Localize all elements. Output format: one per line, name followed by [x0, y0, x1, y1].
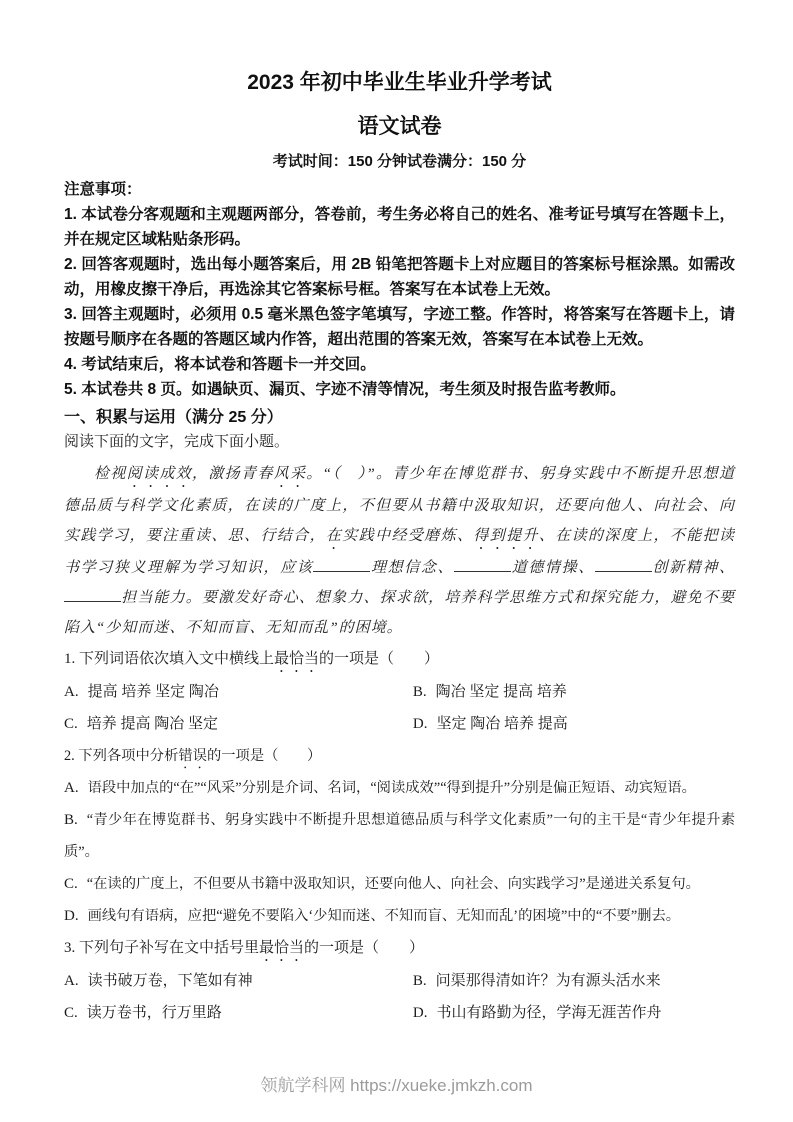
question-stem	[64, 643, 735, 676]
option-b	[413, 676, 735, 708]
option-text: 陶冶 坚定 提高 培养	[435, 684, 567, 700]
option-d	[413, 997, 735, 1029]
passage-text: 检视	[94, 466, 127, 482]
passage-text: 担当能力。要激发好奇心、想象力、探求欲，培养科学思维方式和探究能力，避免不要陷入“少知而迷、不知而盲、无知而乱”的困境。	[64, 590, 735, 636]
option-text: 问渠那得清如许？为有源头活水来	[435, 973, 661, 989]
option-text: 语段中加点的“在”“风采”分别是介词、名词，“阅读成效”“得到提升”分别是偏正短语、动宾短语。	[87, 780, 696, 796]
option-a	[64, 965, 413, 997]
option-a	[64, 676, 413, 708]
passage-text: 理想信念、	[370, 560, 455, 576]
emphasized-text: 得到提升	[473, 528, 539, 544]
section-heading: 一、积累与运用（满分 25 分）	[64, 409, 283, 426]
option-text: “青少年在博览群书、躬身实践中不断提升思想道德品质与科学文化素质”一句的主干是“青少年提升素质”。	[64, 812, 735, 860]
blank-underline	[595, 569, 652, 572]
notice-section	[64, 177, 735, 402]
option-label: A.	[64, 973, 79, 989]
notice-item: 2. 回答客观题时，选出每小题答案后，用 2B 铅笔把答题卡上对应题目的答案标号框涂黑。如需改动，用橡皮擦干净后，再选涂其它答案标号框。答案写在本试卷上无效。	[64, 256, 735, 298]
option-text: 提高 培养 坚定 陶冶	[87, 684, 219, 700]
passage-text: 的一项是（ ）	[304, 940, 425, 956]
option-label: D.	[412, 716, 428, 732]
passage-text: 、在读的深度上，不能把读书学习狭义理解为学习知识，应该	[64, 528, 735, 576]
option-d	[413, 708, 735, 740]
exam-info: 考试时间：150 分钟试卷满分：150 分	[272, 153, 527, 170]
passage-text: 3. 下列句子补写在文中括号里	[64, 940, 260, 956]
option-text: 读书破万卷，下笔如有神	[87, 973, 253, 989]
page-title: 2023 年初中毕业生毕业升学考试	[247, 71, 552, 94]
watermark-footer: 领航学科网 https://xueke.jmkzh.com	[260, 1076, 533, 1095]
option-label: B.	[412, 684, 427, 700]
option-text: 读万卷书，行万里路	[86, 1005, 222, 1021]
option-label: D.	[64, 908, 79, 924]
option-text: 画线句有语病，应把“避免不要陷入‘少知而迷、不知而盲、无知而乱’的困境”中的“不要”删去。	[87, 908, 681, 924]
question-block-2	[64, 740, 735, 932]
notice-heading: 注意事项：	[64, 181, 142, 198]
passage-text: ，激扬青春	[192, 466, 274, 482]
option-text: 书山有路勤为径，学海无涯苦作舟	[436, 1005, 662, 1021]
emphasized-text: 在	[325, 528, 343, 544]
option-d	[64, 900, 735, 932]
emphasized-text: 风采	[273, 466, 307, 482]
passage-text: 。“（ ）”。青少年在博览群书、躬身实践中不断提升思想道德品质与科学文化素质，在读的广度上，不但要从书籍中汲取知识，还要向他人、向社会、向实践学习，要注重读、思、行结合，	[64, 466, 735, 544]
passage-intro: 阅读下面的文字，完成下面小题。	[64, 434, 290, 450]
option-text: “在读的广度上，不但要从书籍中汲取知识，还要向他人、向社会、向实践学习”是递进关系复句。	[86, 876, 700, 892]
option-label: A.	[64, 780, 79, 796]
passage-text: 创新精神、	[651, 560, 735, 576]
notice-item: 4. 考试结束后，将本试卷和答题卡一并交回。	[64, 356, 376, 373]
option-label: C.	[64, 1005, 78, 1021]
blank-underline	[313, 569, 370, 572]
subject-title: 语文试卷	[357, 115, 442, 138]
option-label: B.	[64, 812, 78, 828]
notice-item: 3. 回答主观题时，必须用 0.5 毫米黑色签字笔填写，字迹工整。作答时，将答案写在答题卡上，请按题号顺序在各题的答题区域内作答，超出范围的答案无效，答案写在本试卷上无效。	[64, 306, 735, 348]
notice-item: 1. 本试卷分客观题和主观题两部分，答卷前，考生务必将自己的姓名、准考证号填写在答题卡上，并在规定区域粘贴条形码。	[64, 206, 735, 248]
option-label: A.	[64, 684, 79, 700]
question-stem	[64, 740, 735, 772]
question-block-3	[64, 932, 735, 1029]
notice-item: 5. 本试卷共 8 页。如遇缺页、漏页、字迹不清等情况，考生须及时报告监考教师。	[64, 381, 626, 398]
passage-text: 的一项是（ ）	[206, 748, 322, 764]
option-text: 培养 提高 陶冶 坚定	[86, 716, 219, 732]
option-text: 坚定 陶冶 培养 提高	[436, 716, 568, 732]
option-c	[64, 708, 413, 740]
emphasized-text: 阅读成效	[126, 466, 192, 482]
question-stem	[64, 932, 735, 965]
passage-text: 的一项是（ ）	[319, 651, 440, 667]
passage-text: 2. 下列各项中分析	[64, 748, 179, 764]
passage-text: 1. 下列词语依次填入文中横线上	[64, 651, 275, 667]
passage-text: 实践中经受磨炼、	[342, 528, 474, 544]
emphasized-text: 错误	[178, 748, 207, 764]
option-label: C.	[64, 876, 78, 892]
reading-passage	[64, 459, 735, 643]
option-label: D.	[412, 1005, 428, 1021]
options-grid	[64, 676, 735, 740]
blank-underline	[64, 599, 121, 602]
blank-underline	[454, 569, 511, 572]
option-label: C.	[64, 716, 78, 732]
option-c	[64, 868, 735, 900]
question-block-1	[64, 643, 735, 740]
option-c	[64, 997, 413, 1029]
emphasized-text: 最恰当	[259, 940, 305, 956]
passage-text: 道德情操、	[511, 560, 595, 576]
option-b	[64, 804, 735, 868]
options-grid	[64, 965, 735, 1029]
emphasized-text: 最恰当	[274, 651, 320, 667]
option-a	[64, 772, 735, 804]
option-b	[413, 965, 735, 997]
option-label: B.	[412, 973, 427, 989]
